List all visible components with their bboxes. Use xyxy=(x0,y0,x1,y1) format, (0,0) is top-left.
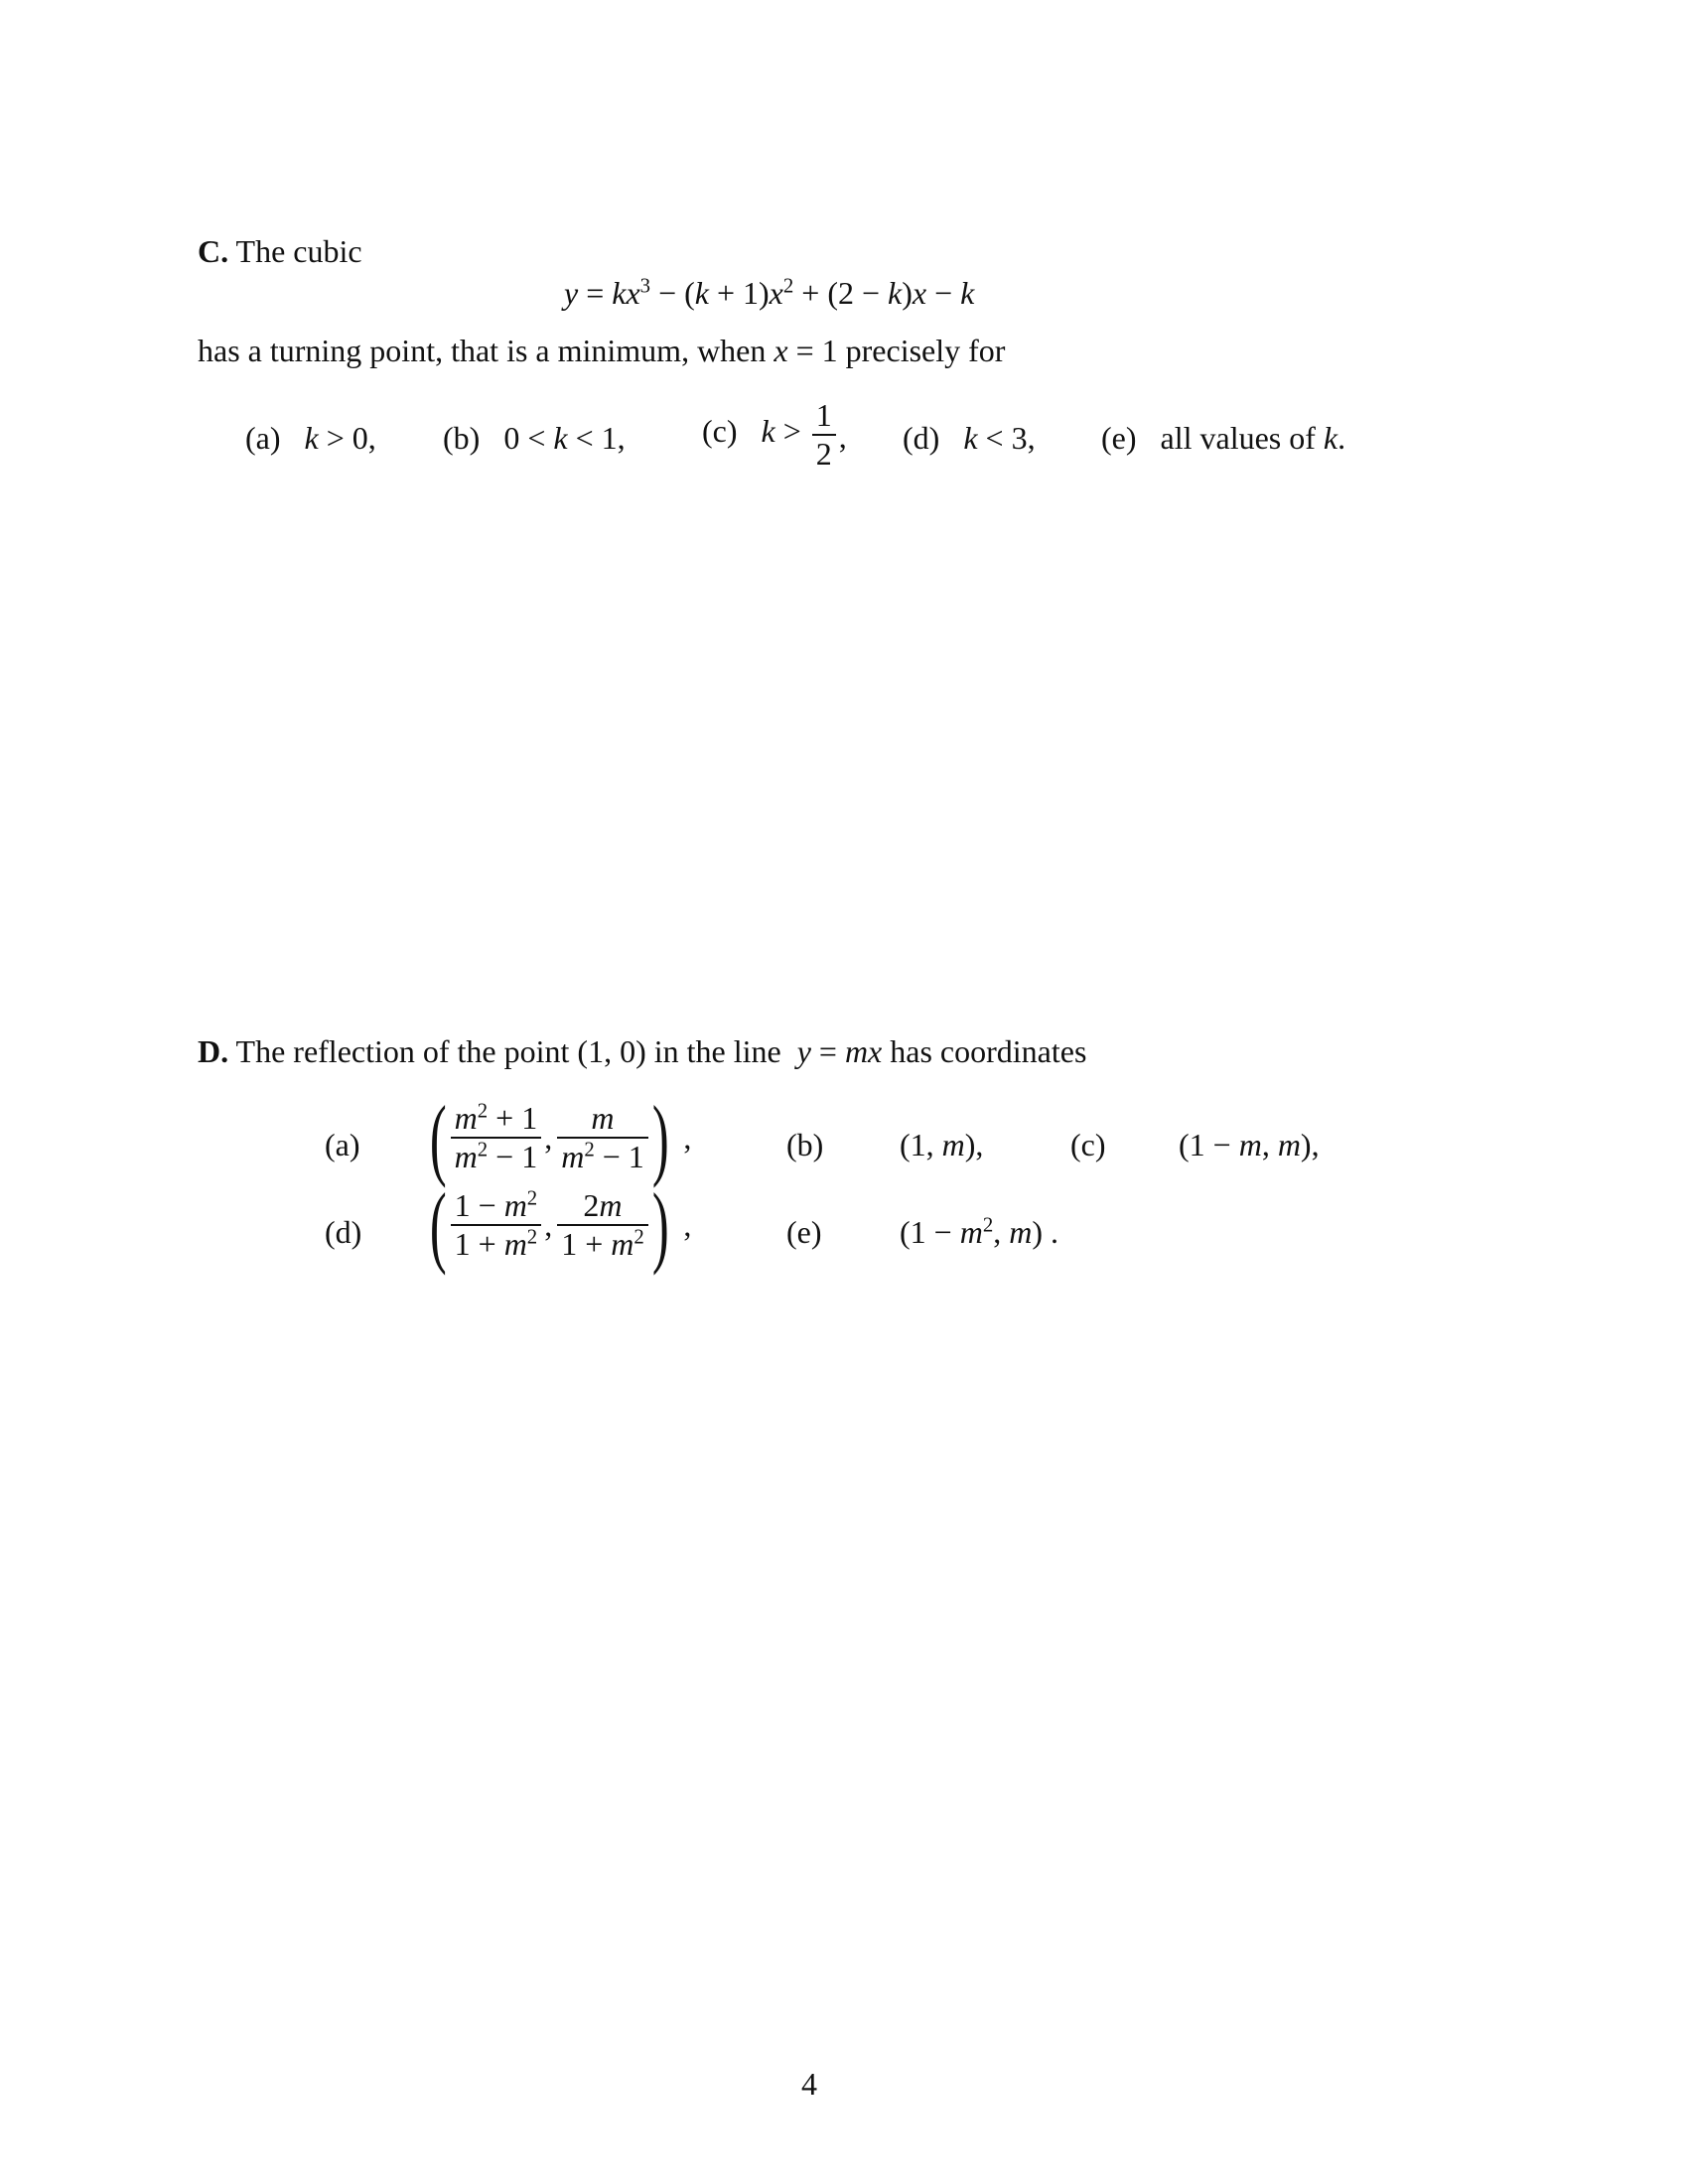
fraction-one-half: $\frac{1}{2}$ xyxy=(812,397,836,473)
option-d-d-label: (d) xyxy=(325,1214,362,1250)
option-d-d-fraction-1: $\frac{1 - m^2}{1 + m^2}$ xyxy=(451,1187,542,1263)
question-c-condition: has a turning point, that is a minimum, when x = 1 precisely for xyxy=(198,333,1006,368)
option-d-a-label: (a) xyxy=(325,1127,360,1162)
question-c-equation: $y = kx^3 - (k + 1)x^2 + (2 - k)x - k$ xyxy=(564,274,975,311)
option-d-b-expression: (1, m), xyxy=(900,1127,984,1162)
option-d-c-expression: (1 − m, m), xyxy=(1179,1127,1320,1162)
page-number: 4 xyxy=(801,2066,817,2102)
question-c-intro: The cubic xyxy=(235,233,362,269)
option-d-b-label: (b) xyxy=(786,1127,824,1162)
option-d-a-fraction-1: $\frac{m^2 + 1}{m^2 - 1}$ xyxy=(451,1100,542,1175)
option-c-d: (d) k < 3, xyxy=(903,420,1036,456)
option-d-e-label: (e) xyxy=(786,1214,822,1250)
question-c-label: C. xyxy=(198,233,229,269)
option-d-d-expression: ( $\frac{1 - m^2}{1 + m^2}$ , $\frac{2m}{1 + m^2}$ ) , xyxy=(429,1174,692,1276)
option-c-e: (e) all values of k. xyxy=(1101,420,1346,456)
option-d-a-fraction-2: $\frac{m}{m^2 - 1}$ xyxy=(557,1100,648,1175)
question-d-stem: D. The reflection of the point (1, 0) in the line y = mx has coordinates xyxy=(198,1033,1087,1069)
question-c-heading xyxy=(198,232,362,270)
option-d-d-fraction-2: $\frac{2m}{1 + m^2}$ xyxy=(557,1187,648,1263)
option-d-e-expression: ($1 - m^2$, m) . xyxy=(900,1213,1058,1250)
option-c-b: (b) 0 < k < 1, xyxy=(443,420,626,456)
option-c-c: (c) k > $\frac{1}{2}$ , xyxy=(702,397,847,472)
question-d-label: D. xyxy=(198,1033,229,1069)
option-c-a: (a) k > 0, xyxy=(245,420,376,456)
option-d-a-expression: ( $\frac{m^2 + 1}{m^2 - 1}$ , $\frac{m}{m^2 - 1}$ ) , xyxy=(429,1087,692,1188)
option-d-c-label: (c) xyxy=(1070,1127,1106,1162)
